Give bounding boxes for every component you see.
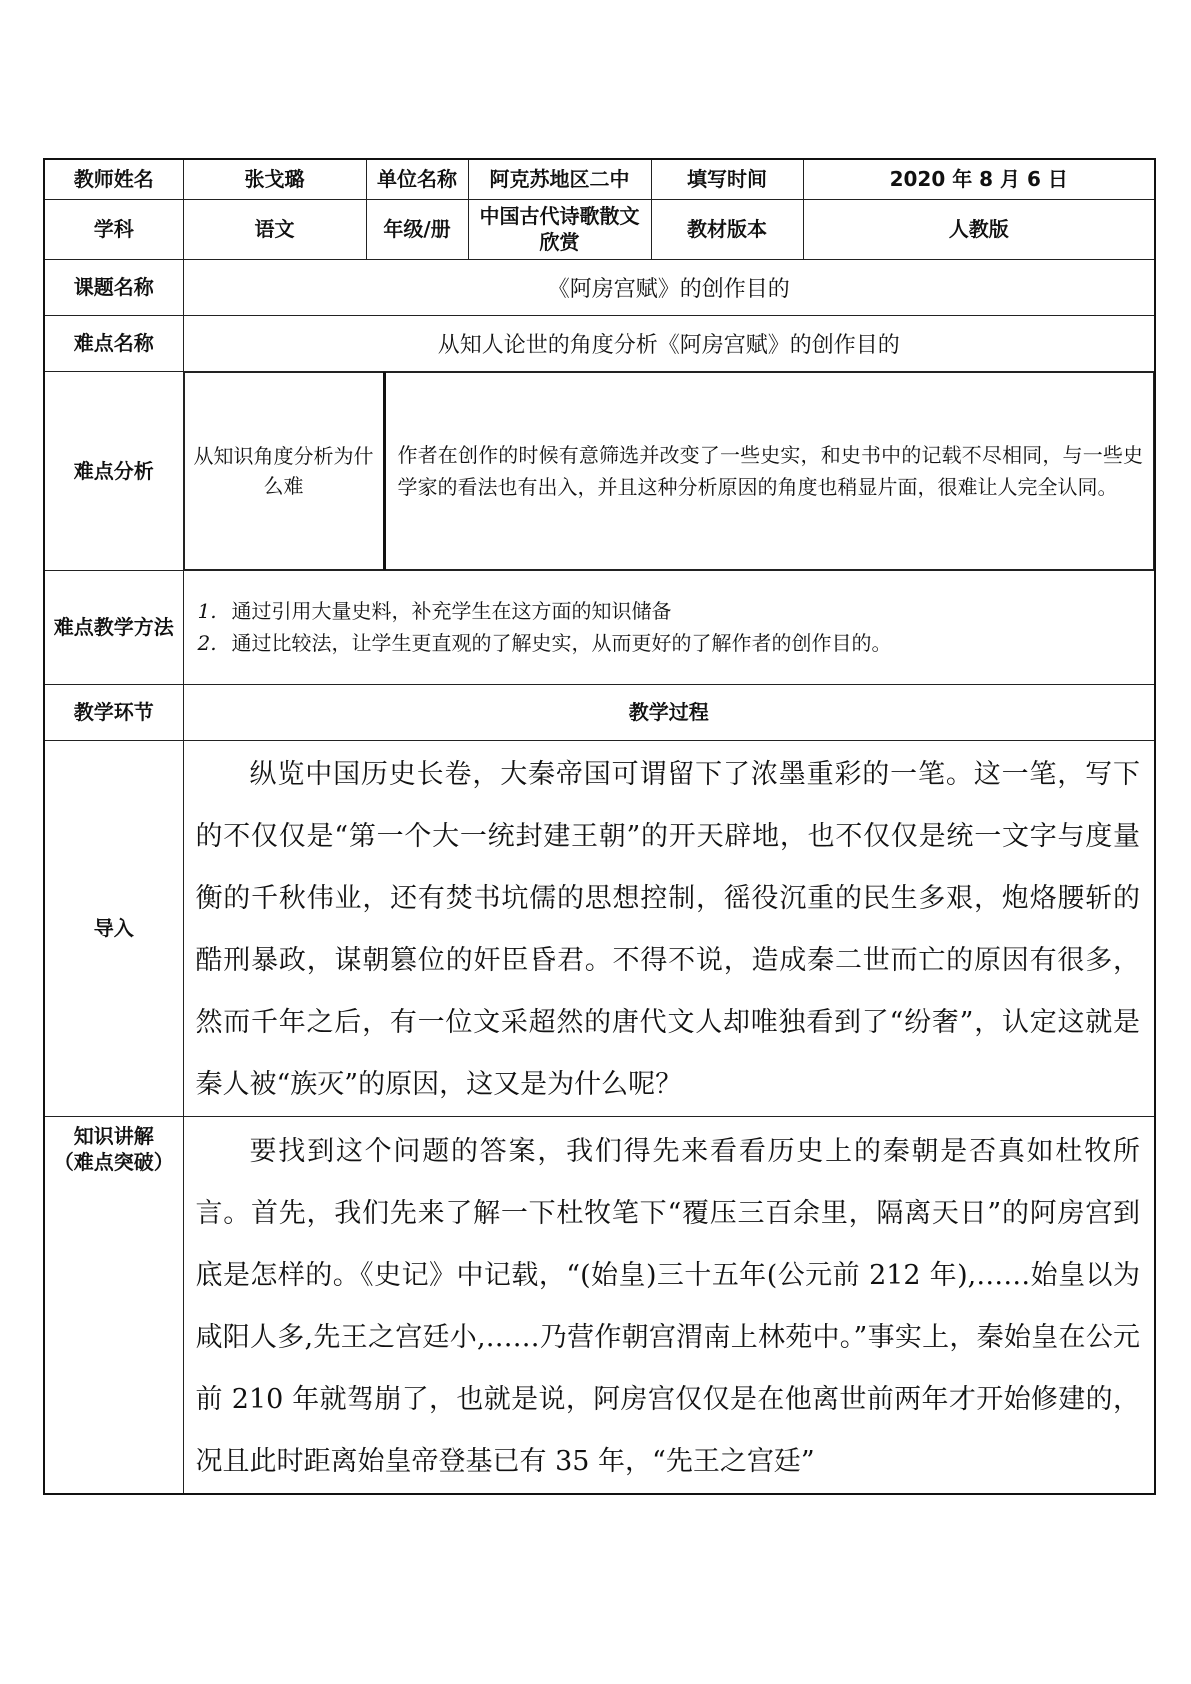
date-value: 2020 年 8 月 6 日	[803, 159, 1155, 199]
unit-value: 阿克苏地区二中	[468, 159, 651, 199]
lesson-plan-form	[43, 158, 1154, 1495]
edition-label: 教材版本	[651, 199, 803, 259]
method-item	[198, 627, 1141, 659]
analysis-text: 作者在创作的时候有意筛选并改变了一些史实，和史书中的记载不尽相同，与一些史学家的看法也有出入，并且这种分析原因的角度也稍显片面，很难让人完全认同。	[384, 372, 1154, 569]
intro-label: 导入	[44, 740, 183, 1116]
intro-row	[44, 740, 1155, 1116]
date-label: 填写时间	[651, 159, 803, 199]
method-number: 2.	[197, 631, 217, 655]
difficulty-label: 难点名称	[44, 315, 183, 371]
topic-value: 《阿房宫赋》的创作目的	[183, 259, 1155, 315]
process-header-row	[44, 684, 1155, 740]
edition-value: 人教版	[803, 199, 1155, 259]
analysis-label: 难点分析	[44, 371, 183, 570]
lesson-plan-table	[43, 158, 1156, 1495]
method-number: 1.	[197, 599, 217, 623]
teacher-value: 张戈璐	[183, 159, 366, 199]
topic-row	[44, 259, 1155, 315]
info-row-1	[44, 159, 1155, 199]
grade-label: 年级/册	[366, 199, 468, 259]
difficulty-row	[44, 315, 1155, 371]
knowledge-label	[44, 1116, 183, 1494]
knowledge-row	[44, 1116, 1155, 1494]
analysis-row	[44, 371, 1155, 570]
intro-text: 纵览中国历史长卷，大秦帝国可谓留下了浓墨重彩的一笔。这一笔，写下的不仅仅是“第一个大一统封建王朝”的开天辟地，也不仅仅是统一文字与度量衡的千秋伟业，还有焚书坑儒的思想控制，徭役沉重的民生多艰，炮烙腰斩的酷刑暴政，谋朝篡位的奸臣昏君。不得不说，造成秦二世而亡的原因有很多，然而千年之后，有一位文采超然的唐代文人却唯独看到了“纷奢”，认定这就是秦人被“族灭”的原因，这又是为什么呢？	[195, 758, 1140, 1100]
methods-list	[183, 570, 1155, 684]
method-item	[198, 595, 1141, 627]
knowledge-text: 要找到这个问题的答案，我们得先来看看历史上的秦朝是否真如杜牧所言。首先，我们先来了解一下杜牧笔下“覆压三百余里，隔离天日”的阿房宫到底是怎样的。《史记》中记载，“(始皇)三十五年(公元前 212 年),……始皇以为咸阳人多,先王之宫廷小,……乃营作朝宫渭南上林苑中。”事实上，秦始皇在公元前 210 年就驾崩了，也就是说，阿房宫仅仅是在他离世前两年才开始修建的，况且此时距离始皇帝登基已有 35 年，“先王之宫廷”	[195, 1135, 1140, 1477]
knowledge-text-cell	[183, 1116, 1155, 1494]
methods-row	[44, 570, 1155, 684]
analysis-inner-table	[184, 372, 1155, 570]
subject-label: 学科	[44, 199, 183, 259]
knowledge-label-line1: 知识讲解	[73, 1123, 154, 1148]
stage-label: 教学环节	[44, 684, 183, 740]
difficulty-value: 从知人论世的角度分析《阿房宫赋》的创作目的	[183, 315, 1155, 371]
grade-value: 中国古代诗歌散文欣赏	[468, 199, 651, 259]
analysis-sub-label: 从知识角度分析为什么难	[184, 372, 384, 569]
topic-label: 课题名称	[44, 259, 183, 315]
methods-label: 难点教学方法	[44, 570, 183, 684]
teacher-label: 教师姓名	[44, 159, 183, 199]
subject-value: 语文	[183, 199, 366, 259]
analysis-cell	[183, 371, 1155, 570]
process-label: 教学过程	[183, 684, 1155, 740]
method-text: 通过引用大量史料，补充学生在这方面的知识储备	[231, 599, 672, 623]
method-text: 通过比较法，让学生更直观的了解史实，从而更好的了解作者的创作目的。	[231, 631, 892, 655]
intro-text-cell	[183, 740, 1155, 1116]
knowledge-label-line2: （难点突破）	[53, 1149, 174, 1174]
info-row-2	[44, 199, 1155, 259]
unit-label: 单位名称	[366, 159, 468, 199]
